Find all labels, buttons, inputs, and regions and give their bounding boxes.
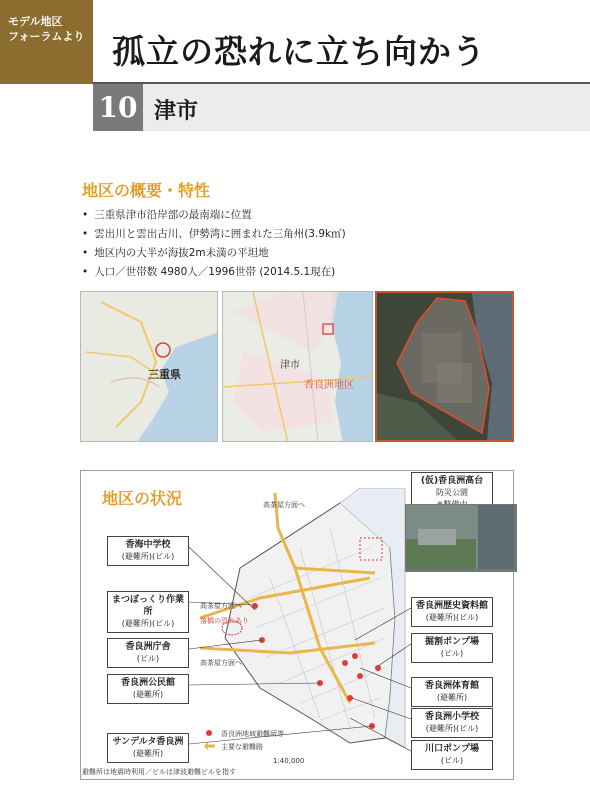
callout-name: 川口ポンプ場 (424, 744, 479, 754)
callout-name: 香良洲小学校 (424, 712, 479, 722)
callout-name: サンデルタ香良洲 (112, 737, 184, 747)
callout-sub: (避難所)(ビル) (121, 552, 175, 561)
callout-sub: (ビル) (136, 654, 160, 663)
legend-evac: 香良洲地域避難所等 (221, 730, 284, 738)
legend-route: 主要な避難路 (221, 743, 263, 751)
bridge-warning-label: 落橋の恐れあり (200, 617, 249, 625)
map-label-area: 香良洲地区 (304, 380, 354, 391)
callout-name: (仮)香良洲高台 (420, 476, 484, 486)
overview-bullet: • 三重県津市沿岸部の最南端に位置 (82, 206, 552, 225)
page-title: 孤立の恐れに立ち向かう (112, 32, 486, 71)
legend-symbols (203, 728, 217, 752)
road-label-southwest: 高茶屋方面へ (200, 659, 242, 667)
callout-sub: (避難所)(ビル) (425, 613, 479, 622)
callout-sub: (避難所) (132, 749, 164, 758)
callout-name: 掘割ポンプ場 (424, 637, 479, 647)
road-label-west: 高茶屋方面へ (200, 602, 242, 610)
city-name: 津市 (154, 99, 199, 124)
situation-heading: 地区の状況 (102, 489, 183, 508)
series-tag-line2: フォーラムより (8, 30, 85, 43)
map-label-prefecture: 三重県 (148, 368, 181, 381)
section-number: 10 (93, 84, 143, 131)
overview-bullet: • 地区内の大半が海抜2m未満の平坦地 (82, 244, 552, 263)
overview-bullet: • 雲出川と雲出古川、伊勢湾に囲まれた三角州(3.9k㎡) (82, 225, 552, 244)
callout-name: 香良洲体育館 (424, 681, 479, 691)
footnote: 避難所は地震時利用／ビルは津波避難ビルを指す (82, 768, 236, 776)
series-tag-line1: モデル地区 (8, 15, 63, 28)
map-label-city: 津市 (280, 360, 300, 371)
road-label-north: 高茶屋方面へ (263, 501, 305, 509)
callout-sub: 防災公園 (436, 488, 468, 497)
callout-sub: (避難所) (132, 690, 164, 699)
callout-name: まつぼっくり作業所 (111, 595, 184, 617)
callout-sub: (ビル) (440, 756, 464, 765)
callout-sub: (避難所) (436, 693, 468, 702)
callout-name: 香海中学校 (125, 540, 171, 550)
callout-name: 香良洲公民館 (120, 678, 175, 688)
map-scale: 1:40,000 (273, 757, 305, 765)
callout-sub: (避難所)(ビル) (121, 619, 175, 628)
overview-heading: 地区の概要・特性 (82, 181, 211, 200)
callout-sub: (避難所)(ビル) (425, 724, 479, 733)
callout-sub: (ビル) (440, 649, 464, 658)
callout-name: 香良洲歴史資料館 (415, 601, 488, 611)
overview-bullet: • 人口／世帯数 4980人／1996世帯 (2014.5.1現在) (82, 263, 552, 282)
callout-name: 香良洲庁舎 (125, 642, 171, 652)
